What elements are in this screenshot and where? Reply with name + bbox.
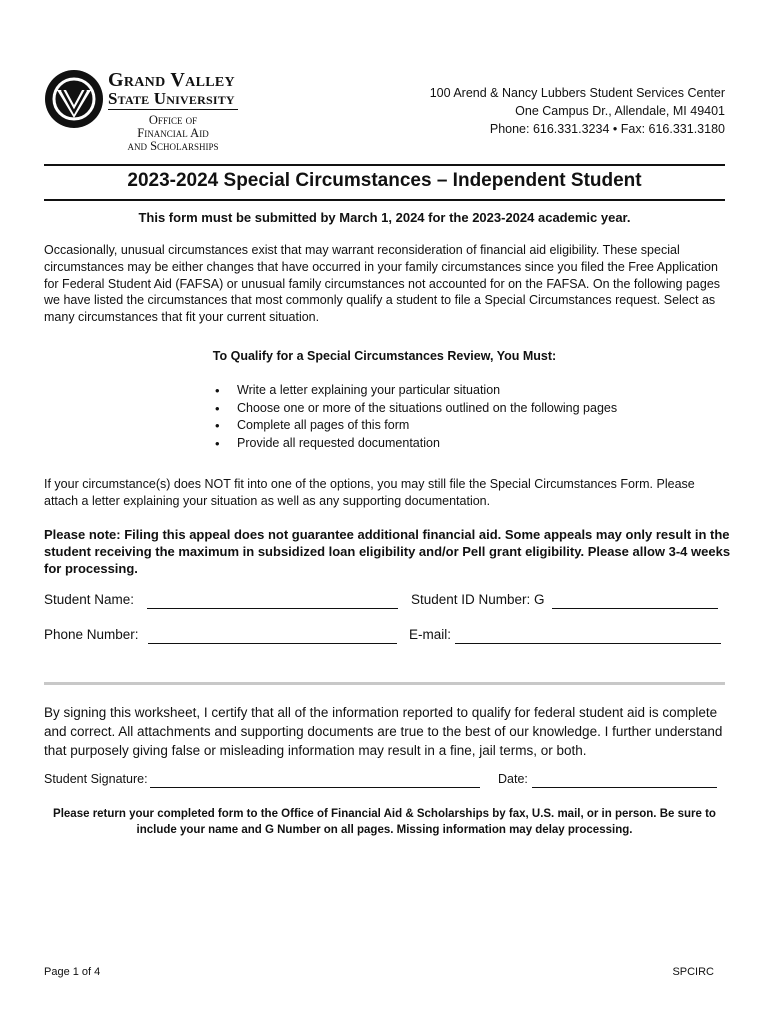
date-field[interactable] <box>532 787 717 788</box>
gvsu-seal-icon <box>44 68 104 130</box>
list-item: • Complete all pages of this form <box>213 417 617 435</box>
form-title: 2023-2024 Special Circumstances – Independent Student <box>127 170 642 191</box>
header-rule <box>44 164 725 166</box>
logo-state-university: State University <box>108 90 238 110</box>
email-field[interactable] <box>455 643 721 644</box>
requirements-list <box>213 382 617 452</box>
student-name-label: Student Name: <box>44 592 135 607</box>
list-item: • Choose one or more of the situations outlined on the following pages <box>213 400 617 418</box>
student-id-field[interactable] <box>552 608 718 609</box>
gvsu-logo <box>44 68 259 152</box>
logo-grand-valley: Grand Valley <box>108 69 235 91</box>
student-name-field[interactable] <box>147 608 398 609</box>
deadline-notice: This form must be submitted by March 1, 2024 for the 2023-2024 academic year. <box>138 210 631 225</box>
email-label: E-mail: <box>409 627 452 642</box>
logo-office-of: Office of <box>148 113 198 127</box>
phone-field[interactable] <box>148 643 397 644</box>
logo-financial-aid: Financial Aid <box>137 126 209 140</box>
office-address <box>430 84 725 138</box>
address-line-2: One Campus Dr., Allendale, MI 49401 <box>515 104 725 118</box>
list-item: • Provide all requested documentation <box>213 435 617 453</box>
return-instructions: Please return your completed form to the Office of Financial Aid & Scholarships by fax, U.S. mail, or in person. Be sure to include your name and G Number on all pages. Missing information may delay processing. <box>53 808 716 836</box>
intro-paragraph: Occasionally, unusual circumstances exist that may warrant reconsideration of financial aid eligibility. These special circumstances may be either changes that have occurred in your family circumstances since you filed the Free Application for Federal Student Aid (FAFSA) or unusual family circumstances not accounted for on the FAFSA. On the following pages we have listed the circumstances that most commonly qualify a student to file a Special Circumstances request. Select as many circumstances that fit your current situation. <box>44 243 721 325</box>
not-fit-paragraph: If your circumstance(s) does NOT fit into one of the options, you may still file the Special Circumstances Form. Please attach a letter explaining your situation as well as any supporting documentation. <box>44 477 695 508</box>
please-note: Please note: Filing this appeal does not guarantee additional financial aid. Some appeals may only result in the student receiving the maximum in subsidized loan eligibility and/or Pell grant eligibility. Please allow 3-4 weeks for processing. <box>44 527 731 576</box>
address-line-1: 100 Arend & Nancy Lubbers Student Services Center <box>429 86 725 100</box>
logo-scholarships: and Scholarships <box>127 139 219 153</box>
date-label: Date: <box>498 772 528 786</box>
page-number: Page 1 of 4 <box>44 966 101 978</box>
section-divider <box>44 682 725 685</box>
certification-statement: By signing this worksheet, I certify that all of the information reported to qualify for federal student aid is complete and correct. All attachments and supporting documents are true to the best of our knowledge. I further understand that purposely giving false or misleading information may result in a fine, jail terms, or both. <box>44 705 723 758</box>
address-line-3: Phone: 616.331.3234 • Fax: 616.331.3180 <box>489 122 725 136</box>
phone-label: Phone Number: <box>44 627 139 642</box>
list-item: • Write a letter explaining your particular situation <box>213 382 617 400</box>
student-id-label: Student ID Number: G <box>411 592 545 607</box>
signature-field[interactable] <box>150 787 480 788</box>
qualify-heading: To Qualify for a Special Circumstances Review, You Must: <box>212 349 557 363</box>
signature-label: Student Signature: <box>44 772 148 786</box>
title-rule <box>44 199 725 201</box>
form-code: SPCIRC <box>672 966 714 978</box>
